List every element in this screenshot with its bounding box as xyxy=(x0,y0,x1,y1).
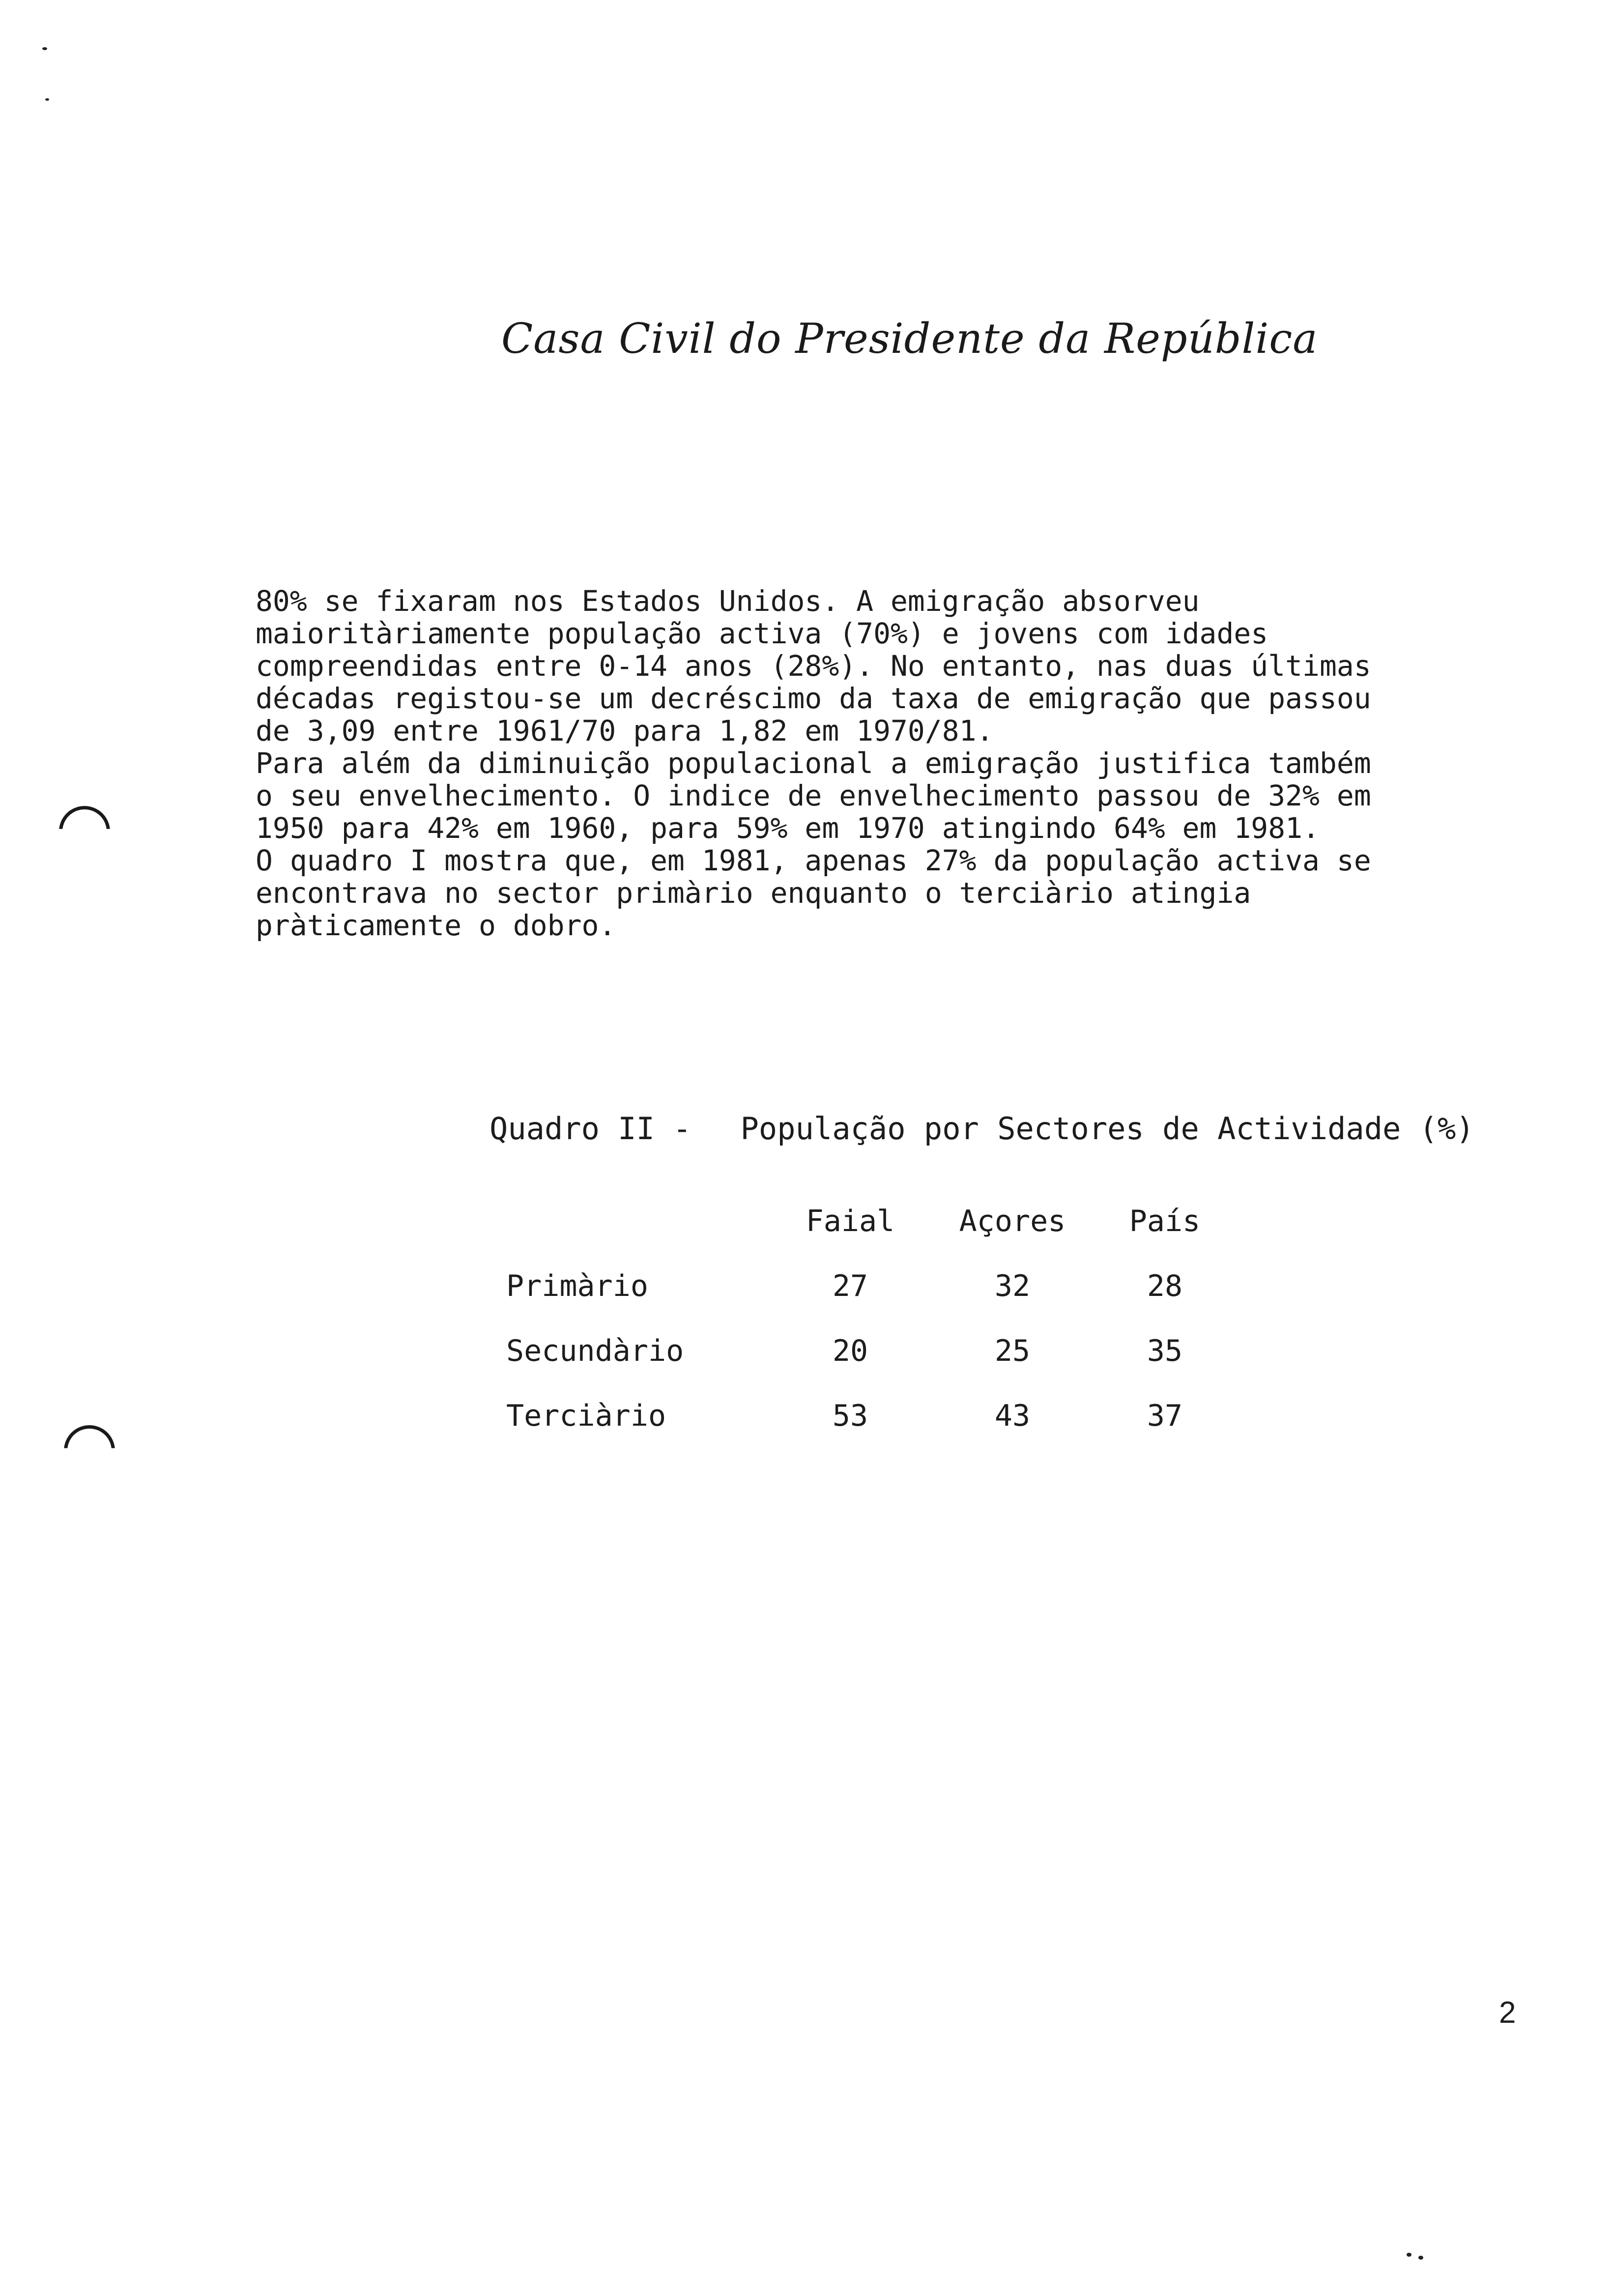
row-label: Primàrio xyxy=(506,1269,648,1303)
scan-speck xyxy=(1407,2253,1411,2257)
body-line: compreendidas entre 0-14 anos (28%). No entanto, nas duas últimas xyxy=(256,649,1371,683)
cell-pais: 35 xyxy=(1147,1334,1183,1368)
scan-speck xyxy=(42,47,47,50)
body-line: O quadro I mostra que, em 1981, apenas 27% da população activa se xyxy=(256,844,1371,877)
letterhead: Casa Civil do Presidente da República xyxy=(501,315,1318,363)
cell-acores: 32 xyxy=(994,1269,1031,1303)
body-text xyxy=(256,585,1553,942)
body-line: o seu envelhecimento. O indice de envelhecimento passou de 32% em xyxy=(256,779,1371,812)
cell-faial: 20 xyxy=(832,1334,868,1368)
page-number: 2 xyxy=(1499,1996,1516,2030)
body-line: maioritàriamente população activa (70%) e jovens com idades xyxy=(256,617,1268,650)
body-line: Para além da diminuição populacional a emigração justifica também xyxy=(256,746,1371,780)
body-line: de 3,09 entre 1961/70 para 1,82 em 1970/81. xyxy=(256,714,994,747)
table-caption xyxy=(489,1111,1474,1147)
table-caption-title: População por Sectores de Actividade (%) xyxy=(740,1111,1474,1147)
cell-acores: 25 xyxy=(994,1334,1031,1368)
scan-speck xyxy=(45,98,49,101)
column-header-pais: País xyxy=(1129,1204,1201,1238)
cell-acores: 43 xyxy=(994,1399,1031,1433)
body-line: décadas registou-se um decréscimo da taxa de emigração que passou xyxy=(256,682,1371,715)
column-header-acores: Açores xyxy=(959,1204,1066,1238)
cell-pais: 28 xyxy=(1147,1269,1183,1303)
row-label: Terciàrio xyxy=(506,1399,666,1433)
body-line: pràticamente o dobro. xyxy=(256,909,616,942)
punch-hole-mark xyxy=(59,806,110,857)
punch-hole-mark xyxy=(64,1425,115,1476)
row-label: Secundàrio xyxy=(506,1334,684,1368)
body-line: encontrava no sector primàrio enquanto o terciàrio atingia xyxy=(256,876,1251,910)
body-line: 80% se fixaram nos Estados Unidos. A emigração absorveu xyxy=(256,584,1200,618)
scan-speck xyxy=(1418,2256,1423,2260)
table-caption-label: Quadro II - xyxy=(489,1111,691,1147)
column-header-faial: Faial xyxy=(806,1204,895,1238)
body-line: 1950 para 42% em 1960, para 59% em 1970 atingindo 64% em 1981. xyxy=(256,811,1320,845)
cell-faial: 53 xyxy=(832,1399,868,1433)
cell-faial: 27 xyxy=(832,1269,868,1303)
cell-pais: 37 xyxy=(1147,1399,1183,1433)
